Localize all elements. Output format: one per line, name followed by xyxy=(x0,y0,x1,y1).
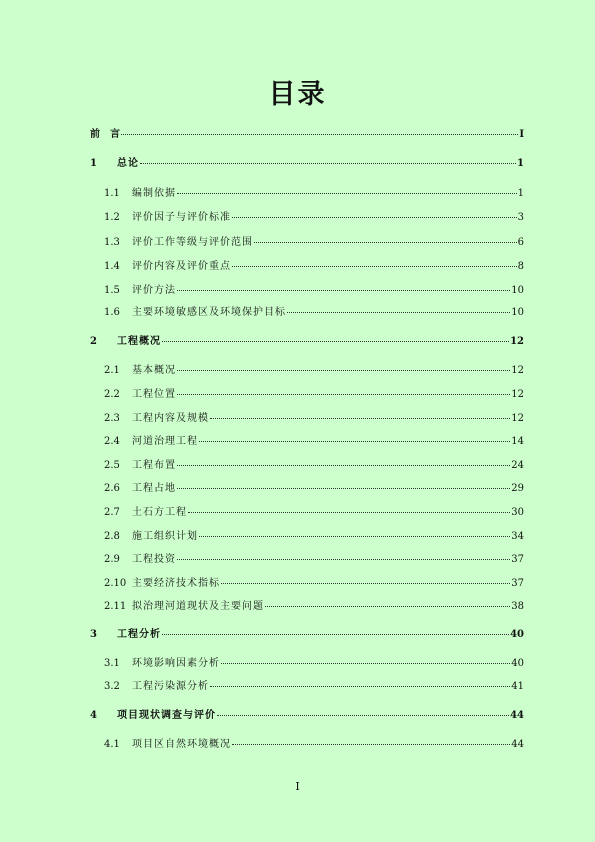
toc-entry-number: 4 xyxy=(90,710,97,721)
toc-entry-page: 44 xyxy=(511,739,524,750)
toc-entry[interactable] xyxy=(104,389,524,401)
toc-entry-label: 河道治理工程 xyxy=(132,436,198,447)
toc-entry-page: 37 xyxy=(511,554,524,565)
toc-entry-page: I xyxy=(519,129,524,140)
toc-entry-page: 12 xyxy=(511,413,524,424)
toc-leader-dots xyxy=(177,464,510,466)
toc-leader-dots xyxy=(177,487,510,489)
toc-entry-label: 编制依据 xyxy=(132,188,176,199)
toc-entry-page: 24 xyxy=(511,460,524,471)
toc-entry-page: 30 xyxy=(511,507,524,518)
toc-leader-dots xyxy=(217,714,509,716)
toc-entry-number: 1.6 xyxy=(104,307,120,318)
toc-entry-number: 1.1 xyxy=(104,188,120,199)
toc-entry[interactable] xyxy=(104,460,524,472)
toc-entry-number: 2.10 xyxy=(104,578,127,589)
toc-entry[interactable] xyxy=(104,307,524,319)
toc-entry[interactable] xyxy=(90,629,524,641)
toc-leader-dots xyxy=(232,743,510,745)
toc-leader-dots xyxy=(177,393,510,395)
toc-entry[interactable] xyxy=(90,336,524,348)
toc-leader-dots xyxy=(177,369,510,371)
toc-entry[interactable] xyxy=(104,483,524,495)
toc-entry[interactable] xyxy=(104,531,524,543)
toc-entry-number: 1.5 xyxy=(104,285,120,296)
toc-entry-number: 2.5 xyxy=(104,460,120,471)
toc-leader-dots xyxy=(121,133,518,135)
toc-entry[interactable] xyxy=(90,129,524,141)
page-title: 目录 xyxy=(268,79,327,110)
toc-entry-number: 2.7 xyxy=(104,507,120,518)
toc-entry-page: 6 xyxy=(517,237,524,248)
toc-entry-label: 工程投资 xyxy=(132,554,176,565)
toc-entry-number: 2.8 xyxy=(104,531,120,542)
toc-entry-page: 10 xyxy=(511,307,524,318)
toc-entry-label: 施工组织计划 xyxy=(132,531,198,542)
toc-entry-number: 1 xyxy=(90,158,97,169)
toc-entry[interactable] xyxy=(90,710,524,722)
toc-entry-label: 拟治理河道现状及主要问题 xyxy=(132,601,264,612)
toc-entry-label: 工程布置 xyxy=(132,460,176,471)
toc-leader-dots xyxy=(162,633,509,635)
toc-entry-label: 评价方法 xyxy=(132,285,176,296)
toc-leader-dots xyxy=(210,417,510,419)
toc-entry[interactable] xyxy=(104,261,524,273)
toc-leader-dots xyxy=(188,511,510,513)
toc-leader-dots xyxy=(221,662,510,664)
toc-entry-page: 29 xyxy=(511,483,524,494)
toc-entry-page: 12 xyxy=(510,336,524,347)
toc-entry-page: 40 xyxy=(510,629,524,640)
toc-leader-dots xyxy=(177,192,517,194)
toc-entry-label: 土石方工程 xyxy=(132,507,187,518)
toc-entry-label: 主要环境敏感区及环境保护目标 xyxy=(132,307,286,318)
toc-entry-page: 38 xyxy=(511,601,524,612)
toc-entry-label: 工程分析 xyxy=(117,629,161,640)
toc-entry-number: 2.4 xyxy=(104,436,120,447)
toc-entry[interactable] xyxy=(104,554,524,566)
toc-entry-number: 前 言 xyxy=(90,129,120,140)
toc-entry-page: 44 xyxy=(510,710,524,721)
toc-leader-dots xyxy=(177,558,510,560)
toc-entry-page: 41 xyxy=(511,681,524,692)
toc-leader-dots xyxy=(265,605,510,607)
toc-entry-label: 工程位置 xyxy=(132,389,176,400)
toc-entry-label: 项目区自然环境概况 xyxy=(132,739,231,750)
toc-leader-dots xyxy=(199,535,510,537)
toc-entry-page: 8 xyxy=(517,261,524,272)
toc-entry-label: 总论 xyxy=(117,158,139,169)
toc-entry[interactable] xyxy=(104,601,524,613)
toc-leader-dots xyxy=(177,289,510,291)
toc-entry-label: 评价因子与评价标准 xyxy=(132,212,231,223)
toc-entry-label: 评价内容及评价重点 xyxy=(132,261,231,272)
toc-entry-number: 2.3 xyxy=(104,413,120,424)
toc-entry-number: 3.1 xyxy=(104,658,120,669)
toc-leader-dots xyxy=(232,216,517,218)
toc-entry-page: 34 xyxy=(511,531,524,542)
toc-entry[interactable] xyxy=(104,507,524,519)
toc-entry-number: 4.1 xyxy=(104,739,120,750)
toc-entry-page: 12 xyxy=(511,365,524,376)
toc-entry-label: 评价工作等级与评价范围 xyxy=(132,237,253,248)
toc-entry-label: 工程内容及规模 xyxy=(132,413,209,424)
toc-leader-dots xyxy=(232,265,517,267)
toc-entry-page: 3 xyxy=(517,212,524,223)
toc-entry[interactable] xyxy=(104,413,524,425)
toc-entry[interactable] xyxy=(104,681,524,693)
toc-entry[interactable] xyxy=(104,365,524,377)
toc-entry-number: 1.2 xyxy=(104,212,120,223)
toc-leader-dots xyxy=(221,582,510,584)
toc-entry-number: 2.2 xyxy=(104,389,120,400)
toc-entry[interactable] xyxy=(104,285,524,297)
toc-entry-label: 工程概况 xyxy=(117,336,161,347)
toc-entry-label: 环境影响因素分析 xyxy=(132,658,220,669)
toc-entry-label: 主要经济技术指标 xyxy=(132,578,220,589)
toc-entry-number: 1.4 xyxy=(104,261,120,272)
page-number: I xyxy=(295,780,300,793)
toc-entry-label: 项目现状调查与评价 xyxy=(117,710,216,721)
toc-entry-page: 37 xyxy=(511,578,524,589)
toc-entry-label: 工程占地 xyxy=(132,483,176,494)
toc-leader-dots xyxy=(254,241,517,243)
toc-entry[interactable] xyxy=(104,658,524,670)
toc-entry[interactable] xyxy=(90,158,524,170)
toc-entry[interactable] xyxy=(104,188,524,200)
toc-entry-number: 1.3 xyxy=(104,237,120,248)
toc-entry-number: 2.11 xyxy=(104,601,127,612)
toc-leader-dots xyxy=(140,162,516,164)
toc-leader-dots xyxy=(210,685,510,687)
toc-leader-dots xyxy=(199,440,510,442)
toc-entry-label: 基本概况 xyxy=(132,365,176,376)
toc-entry[interactable] xyxy=(104,212,524,224)
toc-entry-page: 12 xyxy=(511,389,524,400)
toc-entry[interactable] xyxy=(104,578,524,590)
toc-entry[interactable] xyxy=(104,436,524,448)
toc-entry-number: 3.2 xyxy=(104,681,120,692)
toc-entry-number: 2 xyxy=(90,336,97,347)
toc-entry-page: 1 xyxy=(517,188,524,199)
toc-entry-number: 2.1 xyxy=(104,365,120,376)
toc-entry[interactable] xyxy=(104,739,524,751)
toc-entry-page: 1 xyxy=(517,158,524,169)
toc-entry-number: 3 xyxy=(90,629,97,640)
toc-leader-dots xyxy=(287,311,510,313)
toc-entry-page: 10 xyxy=(511,285,524,296)
toc-entry[interactable] xyxy=(104,237,524,249)
toc-entry-number: 2.6 xyxy=(104,483,120,494)
toc-entry-number: 2.9 xyxy=(104,554,120,565)
toc-entry-label: 工程污染源分析 xyxy=(132,681,209,692)
toc-entry-page: 40 xyxy=(511,658,524,669)
toc-leader-dots xyxy=(162,340,509,342)
toc-entry-page: 14 xyxy=(511,436,524,447)
